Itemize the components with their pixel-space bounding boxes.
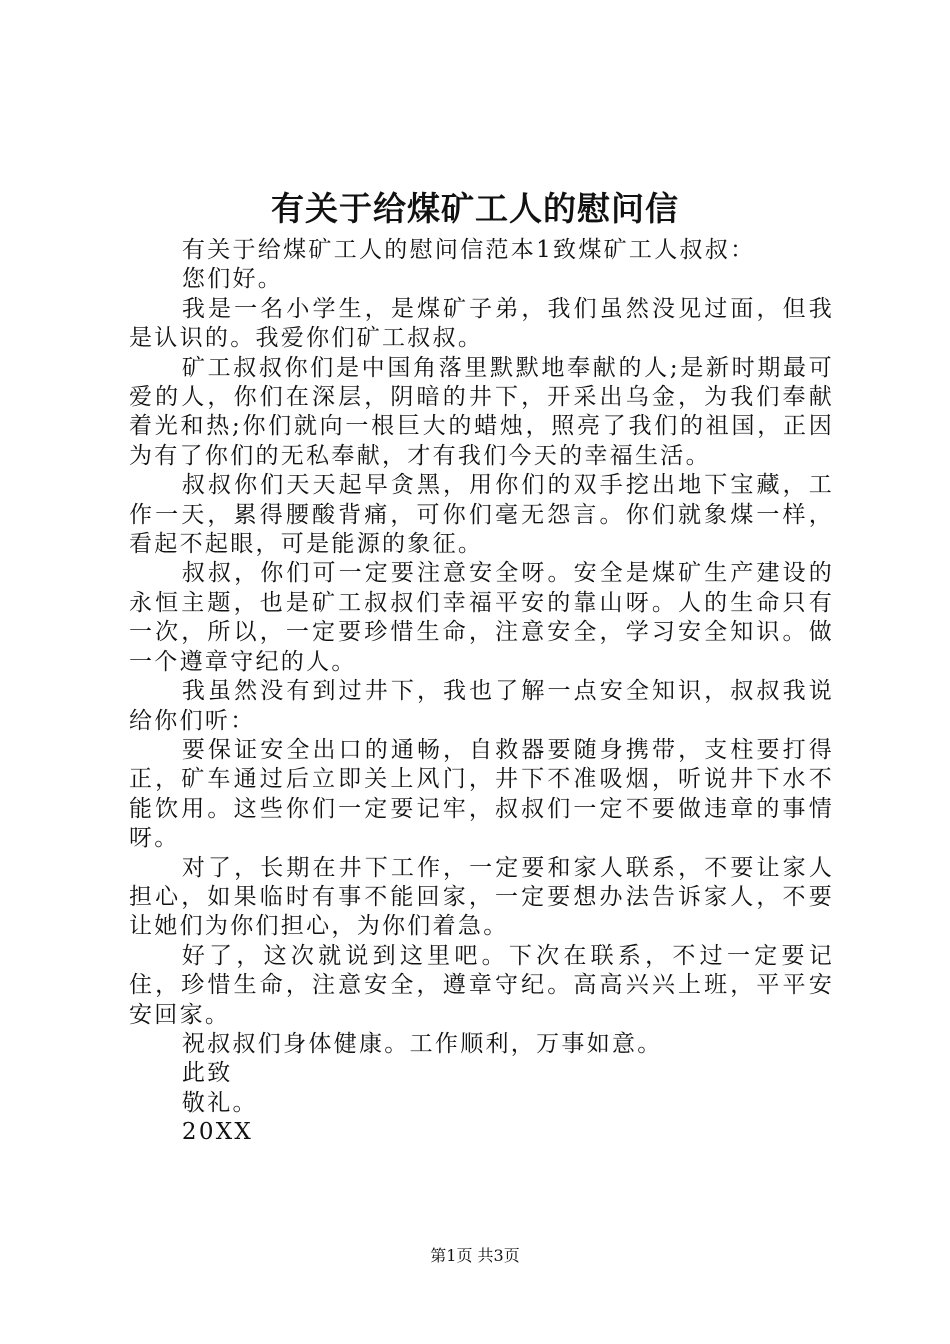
paragraph: 好了，这次就说到这里吧。下次在联系，不过一定要记住，珍惜生命，注意安全，遵章守纪。高高兴兴上班，平平安安回家。 xyxy=(129,942,834,1028)
salutation-cizhi: 此致 xyxy=(181,1060,233,1087)
paragraph: 有关于给煤矿工人的慰问信范本1致煤矿工人叔叔： xyxy=(181,237,756,263)
date-line: 20XX xyxy=(181,1119,254,1146)
paragraph: 我虽然没有到过井下，我也了解一点安全知识，叔叔我说给你们听： xyxy=(129,678,834,734)
paragraph: 要保证安全出口的通畅，自救器要随身携带，支柱要打得正，矿车通过后立即关上风门，井下不准吸烟，听说井下水不能饮用。这些你们一定要记牢，叔叔们一定不要做违章的事情呀。 xyxy=(129,736,834,852)
paragraph: 矿工叔叔你们是中国角落里默默地奉献的人;是新时期最可爱的人，你们在深层，阴暗的井下，开采出乌金，为我们奉献着光和热;你们就向一根巨大的蜡烛，照亮了我们的祖国，正因为有了你们的无私奉献，才有我们今天的幸福生活。 xyxy=(129,354,834,469)
letter-body xyxy=(129,236,834,1148)
document-title: 有关于给煤矿工人的慰问信 xyxy=(271,189,679,228)
closing-wish: 祝叔叔们身体健康。工作顺利，万事如意。 xyxy=(181,1030,663,1057)
paragraph: 叔叔，你们可一定要注意安全呀。安全是煤矿生产建设的永恒主题，也是矿工叔叔们幸福平安的靠山呀。人的生命只有一次，所以，一定要珍惜生命，注意安全，学习安全知识。做一个遵章守纪的人。 xyxy=(129,560,834,675)
greeting: 您们好。 xyxy=(181,266,284,293)
paragraph: 我是一名小学生，是煤矿子弟，我们虽然没见过面，但我是认识的。我爱你们矿工叔叔。 xyxy=(129,295,834,352)
paragraph: 对了，长期在井下工作，一定要和家人联系，不要让家人担心，如果临时有事不能回家，一定要想办法告诉家人，不要让她们为你们担心，为你们着急。 xyxy=(129,854,834,940)
paragraph: 叔叔你们天天起早贪黑，用你们的双手挖出地下宝藏，工作一天，累得腰酸背痛，可你们毫无怨言。你们就象煤一样，看起不起眼，可是能源的象征。 xyxy=(129,472,834,558)
page-number-footer: 第1页 共3页 xyxy=(430,1246,520,1265)
salutation-jingli: 敬礼。 xyxy=(181,1089,258,1116)
